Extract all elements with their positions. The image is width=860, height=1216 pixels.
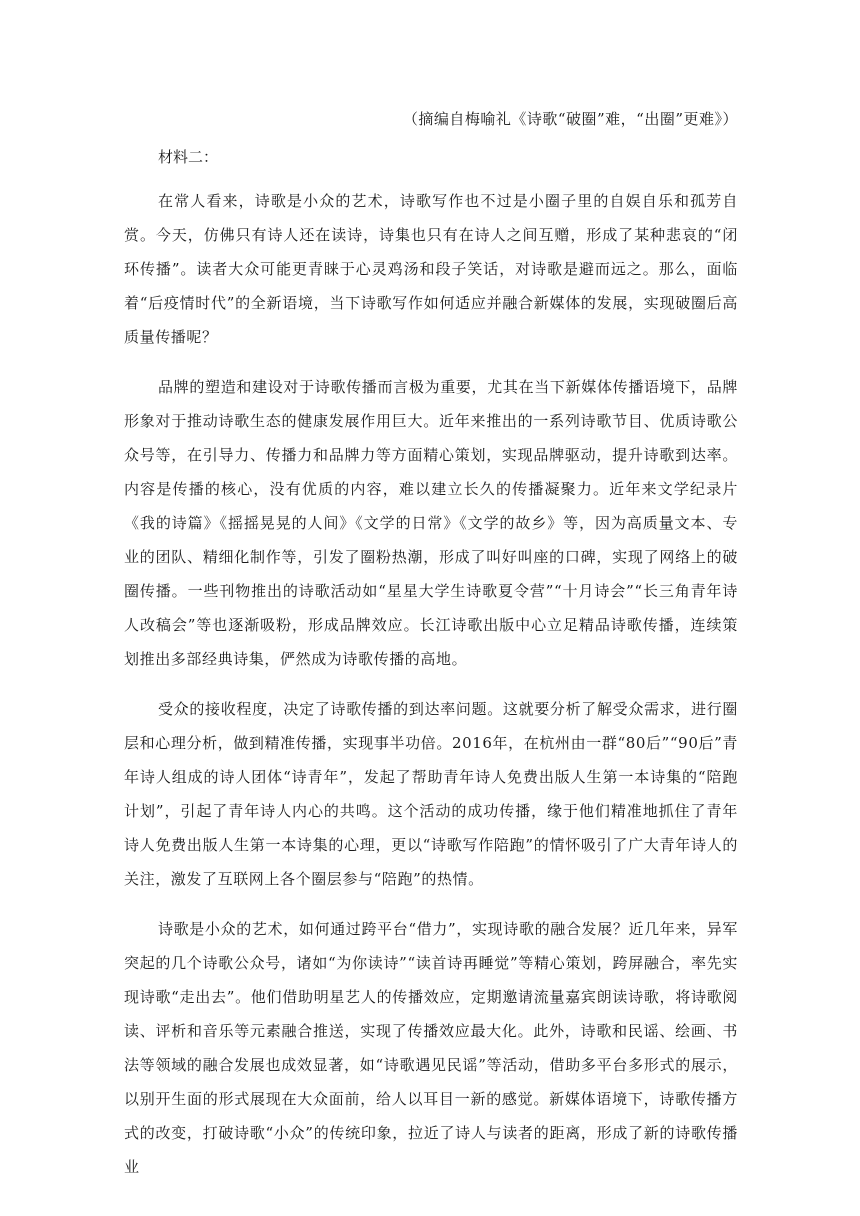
paragraph: 受众的接收程度，决定了诗歌传播的到达率问题。这就要分析了解受众需求，进行圈层和心理分析，做到精准传播，实现事半功倍。2016年，在杭州由一群“80后”“90后”青年诗人组成的诗人团体“诗青年”，发起了帮助青年诗人免费出版人生第一本诗集的“陪跑计划”，引起了青年诗人内心的共鸣。这个活动的成功传播，缘于他们精准地抓住了青年诗人免费出版人生第一本诗集的心理，更以“诗歌写作陪跑”的情怀吸引了广大青年诗人的关注，激发了互联网上各个圈层参与“陪跑”的热情。 (124, 700, 738, 888)
paragraph: 品牌的塑造和建设对于诗歌传播而言极为重要，尤其在当下新媒体传播语境下，品牌形象对于推动诗歌生态的健康发展作用巨大。近年来推出的一系列诗歌节目、优质诗歌公众号等，在引导力、传播力和品牌力等方面精心策划，实现品牌驱动，提升诗歌到达率。内容是传播的核心，没有优质的内容，难以建立长久的传播凝聚力。近年来文学纪录片《我的诗篇》《摇摇晃晃的人间》《文学的日常》《文学的故乡》等，因为高质量文本、专业的团队、精细化制作等，引发了圈粉热潮，形成了叫好叫座的口碑，实现了网络上的破圈传播。一些刊物推出的诗歌活动如“星星大学生诗歌夏令营”“十月诗会”“长三角青年诗人改稿会”等也逐渐吸粉，形成品牌效应。长江诗歌出版中心立足精品诗歌传播，连续策划推出多部经典诗集，俨然成为诗歌传播的高地。 (124, 378, 738, 668)
paragraph: 在常人看来，诗歌是小众的艺术，诗歌写作也不过是小圈子里的自娱自乐和孤芳自赏。今天，仿佛只有诗人还在读诗，诗集也只有在诗人之间互赠，形成了某种悲哀的“闭环传播”。读者大众可能更青睐于心灵鸡汤和段子笑话，对诗歌是避而远之。那么，面临着“后疫情时代”的全新语境，当下诗歌写作如何适应并融合新媒体的发展，实现破圈后高质量传播呢？ (124, 192, 738, 346)
document-page (124, 102, 738, 1184)
source-citation: （摘编自梅喻礼《诗歌“破圈”难，“出圈”更难》） (402, 110, 738, 128)
section-heading: 材料二： (158, 148, 219, 166)
paragraph: 诗歌是小众的艺术，如何通过跨平台“借力”，实现诗歌的融合发展？近几年来，异军突起的几个诗歌公众号，诸如“为你读诗”“读首诗再睡觉”等精心策划，跨屏融合，率先实现诗歌“走出去”。他们借助明星艺人的传播效应，定期邀请流量嘉宾朗读诗歌，将诗歌阅读、评析和音乐等元素融合推送，实现了传播效应最大化。此外，诗歌和民谣、绘画、书法等领域的融合发展也成效显著，如“诗歌遇见民谣”等活动，借助多平台多形式的展示，以别开生面的形式展现在大众面前，给人以耳目一新的感觉。新媒体语境下，诗歌传播方式的改变，打破诗歌“小众”的传统印象，拉近了诗人与读者的距离，形成了新的诗歌传播业 (124, 920, 738, 1176)
